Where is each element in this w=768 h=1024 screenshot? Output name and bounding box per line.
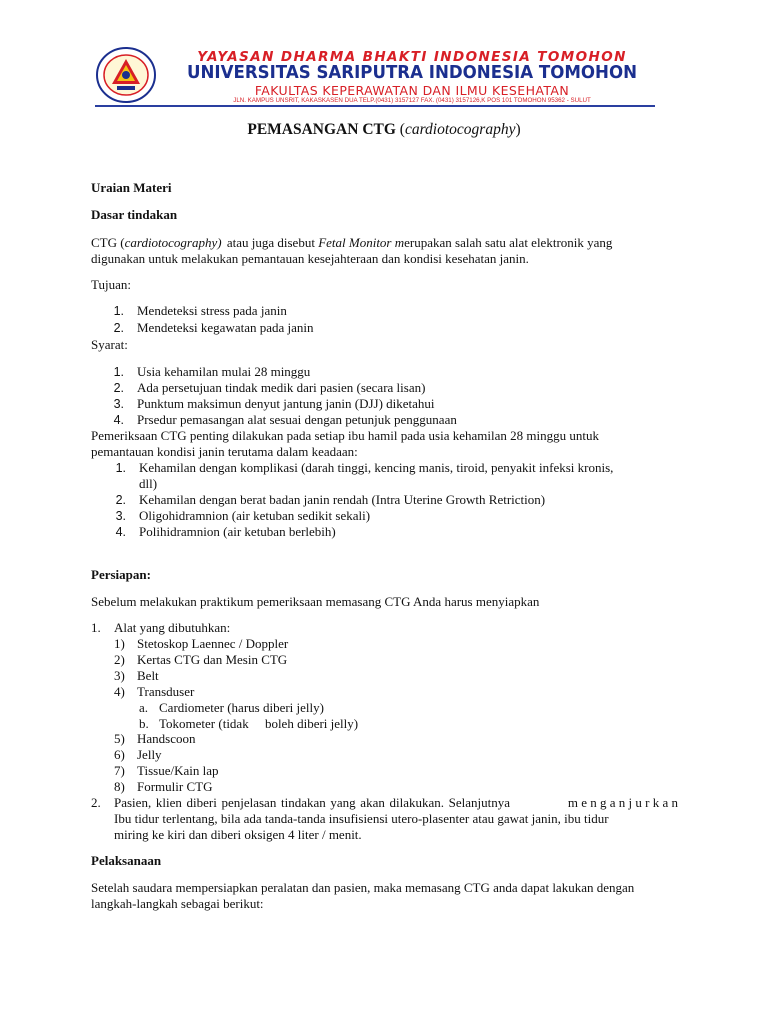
list-item: Mendeteksi kegawatan pada janin [137,320,314,335]
list-item: Handscoon [137,731,196,746]
university-name: UNIVERSITAS SARIPUTRA INDONESIA TOMOHON [186,63,638,83]
letterhead [95,46,657,106]
address-line: JLN. KAMPUS UNSRIT, KAKASKASEN DUA TELP.(0431) 3157127 FAX. (0431) 3157126,K POS 101 TOMOHON 95362 - SULUT [233,97,591,104]
list-item: Mendeteksi stress pada janin [137,303,287,318]
syarat-label: Syarat: [91,337,128,352]
heading-uraian-materi: Uraian Materi [91,180,172,195]
list-item: Tissue/Kain lap [137,763,219,778]
foundation-name: YAYASAN DHARMA BHAKTI INDONESIA TOMOHON [197,49,627,65]
list-item: Kehamilan dengan komplikasi (darah tinggi, kencing manis, tiroid, penyakit infeksi kronis, [139,460,614,475]
sub-list-item: Cardiometer (harus diberi jelly) [159,700,324,715]
list-item: Kertas CTG dan Mesin CTG [137,652,288,667]
persiapan-intro: Sebelum melakukan praktikum pemeriksaan memasang CTG Anda harus menyiapkan [91,594,540,609]
header-divider [95,105,655,107]
pelaksanaan-line-1: Setelah saudara mempersiapkan peralatan dan pasien, maka memasang CTG anda dapat lakukan dengan [91,880,635,895]
list-item-continuation: dll) [139,476,158,491]
pasien-line-1: Pasien, klien diberi penjelasan tindakan yang akan dilakukan. Selanjutnya m e n g a n j u r k a n [114,795,678,810]
pemeriksaan-line-1: Pemeriksaan CTG penting dilakukan pada setiap ibu hamil pada usia kehamilan 28 minggu untuk [91,428,599,443]
list-item: Kehamilan dengan berat badan janin rendah (Intra Uterine Growth Retriction) [139,492,546,507]
intro-line-1: CTG (cardiotocography) atau juga disebut Fetal Monitor merupakan salah satu alat elektronik yang [91,235,613,250]
list-item: Jelly [137,747,162,762]
list-item: Usia kehamilan mulai 28 minggu [137,364,311,379]
list-item: Polihidramnion (air ketuban berlebih) [139,524,336,539]
pasien-line-3: miring ke kiri dan diberi oksigen 4 liter / menit. [114,827,362,842]
list-item: Stetoskop Laennec / Doppler [137,636,289,651]
faculty-name: FAKULTAS KEPERAWATAN DAN ILMU KESEHATAN [254,83,570,98]
list-item: Formulir CTG [137,779,213,794]
page-title: PEMASANGAN CTG (cardiotocography) [247,121,521,138]
tujuan-label: Tujuan: [91,277,131,292]
pasien-line-2: Ibu tidur terlentang, bila ada tanda-tanda insufisiensi utero-plasenter atau gawat janin, ibu tidur [114,811,609,826]
heading-pelaksanaan: Pelaksanaan [91,853,162,868]
intro-line-2: digunakan untuk melakukan pemantauan kesejahteraan dan kondisi kesehatan janin. [91,251,529,266]
pemeriksaan-line-2: pemantauan kondisi janin terutama dalam keadaan: [91,444,358,459]
list-item: Transduser [137,684,195,699]
list-item: Prsedur pemasangan alat sesuai dengan petunjuk penggunaan [137,412,457,427]
pelaksanaan-line-2: langkah-langkah sebagai berikut: [91,896,264,911]
heading-persiapan: Persiapan: [91,567,151,582]
sub-list-item: Tokometer (tidak boleh diberi jelly) [159,716,359,731]
list-item: Ada persetujuan tindak medik dari pasien (secara lisan) [137,380,426,395]
alat-label: Alat yang dibutuhkan: [114,620,231,635]
list-item: Belt [137,668,159,683]
document-page: YAYASAN DHARMA BHAKTI INDONESIA TOMOHON UNIVERSITAS SARIPUTRA INDONESIA TOMOHON FAKULTAS KEPERAWATAN DAN ILMU KESEHATAN JLN. KAMPUS UNSRIT, KAKASKASEN DUA TELP.(0431) 3157127 FAX. (0431) 3157126,K POS 101 TOMOHON 95362 - SULUT PEMASANGAN CTG (cardiotocography) Uraian Materi Dasar tindakan CTG (cardiotocography) atau juga disebut Fetal Monitor merupakan salah satu alat elektronik yang digunakan untuk melakukan pemantauan kesejahteraan dan kondisi kesehatan janin. Tujuan: 1. Mendeteksi stress pada janin 2. Mendeteksi kegawatan pada janin Syarat: 1. Usia kehamilan mulai 28 minggu 2. Ada persetujuan tindak medik dari pasien (secara lisan) 3. Punktum maksimun denyut jantung janin (DJJ) diketahui 4. Prsedur pemasangan alat sesuai dengan petunjuk penggunaan Pemeriksaan CTG penting dilakukan pada setiap ibu hamil pada usia kehamilan 28 minggu untuk pemantauan kondisi janin terutama dalam keadaan: 1. Kehamilan dengan komplikasi (darah tinggi, kencing manis, tiroid, penyakit infeksi kronis, dll) 2. Kehamilan dengan berat badan janin rendah (Intra Uterine Growth Retriction) 3. Oligohidramnion (air ketuban sedikit sekali) 4. Polihidramnion (air ketuban berlebih) Persiapan: Sebelum melakukan praktikum pemeriksaan memasang CTG Anda harus menyiapkan 1. Alat yang dibutuhkan: 1) Stetoskop Laennec / Doppler 2) Kertas CTG dan Mesin CTG 3) Belt 4) Transduser a. Cardiometer (harus diberi jelly) b. Tokometer (tidak boleh diberi jelly) 5) Handscoon 6) Jelly 7) Tissue/Kain lap 8) Formulir CTG 2. Pasien, klien diberi penjelasan tindakan yang akan dilakukan. Selanjutnya m e n g a n j u r k a n Ibu tidur terlentang, bila ada tanda-tanda insufisiensi utero-plasenter atau gawat janin, ibu tidur miring ke kiri dan diberi oksigen 4 liter / menit. Pelaksanaan Setelah saudara mempersiapkan peralatan dan pasien, maka memasang CTG anda dapat lakukan dengan langkah-langkah sebagai berikut: [0,0,768,1024]
university-logo-icon [95,46,157,104]
list-item: Punktum maksimun denyut jantung janin (DJJ) diketahui [137,396,435,411]
list-item: Oligohidramnion (air ketuban sedikit sekali) [139,508,371,523]
heading-dasar-tindakan: Dasar tindakan [91,207,178,222]
